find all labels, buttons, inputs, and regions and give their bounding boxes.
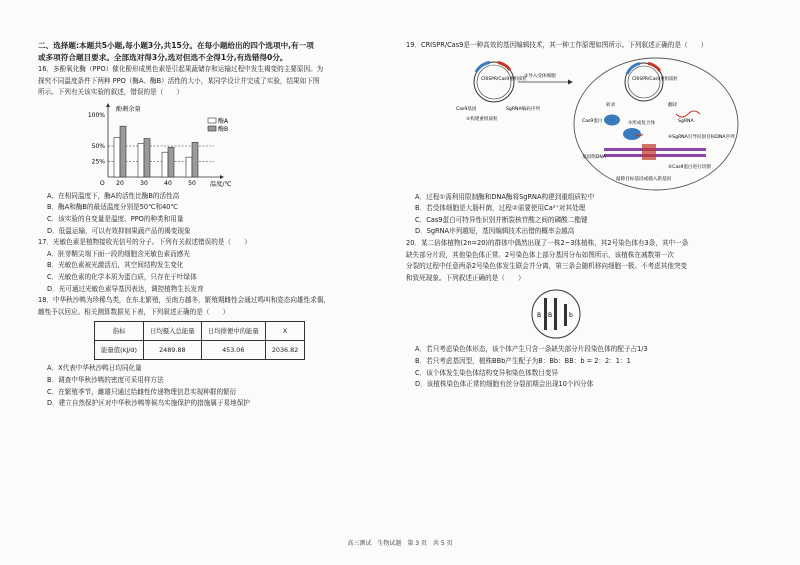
target-site [642, 144, 656, 160]
q16-stem-2: 探究不同温度条件下两种 PPO（酶A、酶B）活性的大小，某同学设计并完成了实验，结果如下图 [38, 76, 320, 85]
q17-stem: 17．光敏色素是植物接收光信号的分子。下列有关叙述错误的是（ ） [38, 238, 251, 247]
step3-label: ③形成复合体 [628, 120, 656, 126]
result-label: 敲除目标基因或插入新基因 [616, 176, 672, 182]
right-plasmid [625, 63, 678, 101]
x-axis-arrow [220, 175, 224, 179]
q19-option-c: C．Cas9蛋白可特异性识别并断裂核苷酸之间的磷酸二酯键 [415, 215, 588, 224]
legend-swatch [208, 118, 216, 123]
legend-label: 酶B [218, 125, 229, 133]
cas9-gene-label: Cas9基因 [456, 106, 477, 112]
bar-a [162, 152, 168, 177]
left-column [38, 40, 393, 410]
q18-option-d: D．建立自然保护区对中华秋沙鸭等候鸟实施保护的措施属于易地保护 [47, 399, 250, 408]
q17-option-c: C．光敏色素的化学本质为蛋白质，只存在于叶绿体 [47, 272, 197, 281]
chromosome-3 [564, 304, 567, 326]
translate-label: 翻译 [668, 102, 678, 108]
bar-b [168, 147, 174, 177]
page-footer: 高三测试 生物试题 第 3 页 共 5 页 [347, 540, 453, 547]
bar-b [144, 138, 150, 176]
bar-b [120, 126, 126, 177]
sgrna-shape [676, 111, 700, 117]
table-cell: 453.06 [201, 341, 265, 360]
chromosome-2 [554, 298, 557, 330]
section-title-line1: 二、选择题:本题共5小题,每小题3分,共15分。在每小题给出的四个选项中,有一项 [38, 41, 314, 50]
y-axis-arrow [106, 103, 110, 107]
q20-stem-4: 和致死现象。下列叙述正确的是（ ） [406, 273, 525, 282]
step1-label: ①构建重组质粒 [466, 116, 498, 122]
legend-label: 酶A [218, 117, 229, 125]
complex-shape [623, 128, 641, 140]
chromosome-svg [406, 284, 766, 344]
bar-a [138, 143, 144, 176]
q20-option-d: D．该植株染色体正常的细胞有丝分裂前期会出现10个四分体 [415, 380, 594, 389]
step5-label: ⑤Cas9蛋白进行切割 [668, 164, 712, 170]
q16-stem-3: 所示。下列有关该实验的叙述，错误的是（ ） [38, 88, 184, 97]
q20-chromosome-figure [406, 284, 766, 344]
bar-a [186, 157, 192, 177]
q20-option-b: B．若只考虑基因型，植株BBb产生配子为B：Bb：BB：b = 2：2：1：1 [415, 356, 631, 365]
y-tick-label: 50% [91, 142, 105, 150]
q19-option-a: A．过程①需利用限制酶和DNA酶将SgRNA构建到重组质粒中 [415, 192, 595, 201]
step4-label: ④SgRNA引导识别目标DNA序列 [668, 134, 735, 140]
q18-option-b: B．调查中华秋沙鸭的密度可采用样方法 [47, 375, 164, 384]
q20-option-c: C．该个体发生染色体结构变异和染色体数目变异 [415, 368, 559, 377]
q16-bar-chart [38, 99, 393, 191]
q17-option-a: A．胚芽鞘尖端下面一段的细胞含光敏色素而感光 [47, 249, 190, 258]
q18-option-a: A．X代表中华秋沙鸭日均同化量 [47, 364, 142, 373]
y-axis-title: 酚剩余量 [116, 105, 141, 113]
y-tick-label: 25% [91, 158, 105, 166]
q16-stem-1: 16．多酚氧化酶（PPO）催化酚形成黑色素是引起果蔬储存和运输过程中发生褐变的主要原因。为 [38, 65, 324, 73]
x-tick-label: 40 [164, 179, 172, 187]
arrow-head [568, 79, 573, 84]
q18-stem-1: 18．中华秋沙鸭为珍稀鸟类，在东北繁殖，至南方越冬，繁殖期雌性会通过鸣叫和姿态向雄性求偶， [38, 296, 330, 305]
q17-option-b: B．光敏色素被光激活后，其空间结构发生变化 [47, 261, 184, 270]
q18-option-c: C．在繁殖季节，雌雄只通过给雌性传递物理信息实现种群的繁衍 [47, 387, 237, 396]
table-cell: 2036.82 [265, 341, 304, 360]
table-row [95, 341, 305, 360]
sgrna-seq-label: SgRNA编码序列 [506, 106, 540, 112]
chromosome-1 [544, 298, 547, 330]
table-header-cell: X [265, 322, 304, 341]
gene-label-3: b [569, 312, 573, 320]
crispr-diagram-svg [406, 52, 766, 192]
bar-b [192, 142, 198, 177]
table-header-row [95, 322, 305, 341]
cas9-protein-label: Cas9蛋白 [582, 118, 603, 124]
table-header-cell: 日均排便中的能量 [201, 322, 265, 341]
right-column [406, 40, 766, 391]
y-tick-label: 100% [87, 111, 105, 119]
table-header-cell: 指标 [95, 322, 144, 341]
q16-option-d: D．低温运输，可以有效抑制果蔬产品的褐变现象 [47, 226, 191, 235]
bar-chart-svg [38, 99, 278, 191]
q19-crispr-diagram [406, 52, 766, 192]
legend-swatch [208, 126, 216, 131]
x-tick-label: 30 [140, 179, 148, 187]
q20-stem-2: 缺失部分片段，其他染色体正常。2号染色体上部分基因分布如图所示，该植株在减数第一次 [406, 250, 674, 259]
q16-option-a: A．在相同温度下，酶A的活性比酶B的活性高 [47, 191, 180, 200]
gene-label-2: B [548, 312, 553, 320]
sgrna-label: SgRNA [678, 118, 694, 124]
q19-option-b: B．若受体细胞是大肠杆菌，过程②需要使用Ca²⁺对其处理 [415, 204, 586, 213]
gene-dna-label: 基因组DNA [582, 154, 606, 160]
q20-option-a: A．若只考虑染色体形态，该个体产生只含一条缺失部分片段染色体的配子占1/3 [415, 345, 648, 354]
table-header-cell: 日均摄入总能量 [143, 322, 201, 341]
bar-a [114, 137, 120, 177]
origin-label: O [100, 179, 105, 187]
q19-stem: 19．CRISPR/Cas9是一种高效的基因编辑技术，其一种工作原理如图所示。下列叙述正确的是（ ） [406, 41, 708, 49]
table-row-label: 能量值(kJ/d) [95, 341, 144, 360]
cas9-protein-shape [604, 114, 620, 125]
q18-energy-table [94, 321, 305, 360]
section-title-line2: 或多项符合题目要求。全部选对得3分,选对但选不全得1分,有选错得0分。 [38, 53, 288, 62]
table-cell: 2489.88 [143, 341, 201, 360]
x-tick-label: 20 [116, 179, 124, 187]
q16-option-b: B．酶A和酶B的最适温度分别是50℃和40℃ [47, 203, 178, 212]
q18-stem-2: 雌性予以回应。相关测算数据见下表，下列叙述正确的是（ ） [38, 307, 230, 316]
q20-stem-1: 20．某二倍体植物(2n=20)的群体中偶然出现了一株2~3体植株，其2号染色体有3条，其中一条 [406, 238, 689, 247]
q17-option-d: D．光可通过光敏色素导基因表达，调控植物生长发育 [47, 284, 204, 293]
q16-option-c: C．该实验的自变量是温度、PPO的种类和用量 [47, 214, 184, 223]
transcribe-label: 转录 [606, 102, 616, 108]
gene-label-1: B [537, 312, 542, 320]
x-tick-label: 50 [188, 179, 196, 187]
plasmid-left-label: CRISPR/Cas9重组质粒 [481, 76, 527, 82]
x-axis-title: 温度/℃ [210, 180, 232, 188]
plasmid-right-label: CRISPR/Cas9重组质粒 [632, 76, 678, 82]
q20-stem-3: 分裂的过程中任意两条2号染色体发生联会并分离，第三条会随机移向细胞一极。不考虑其他突变 [406, 262, 688, 271]
q19-option-d: D．SgRNA序列越短，基因编辑技术出错的概率会越高 [415, 227, 575, 236]
step2-label: ②导入受体细胞 [524, 73, 556, 79]
